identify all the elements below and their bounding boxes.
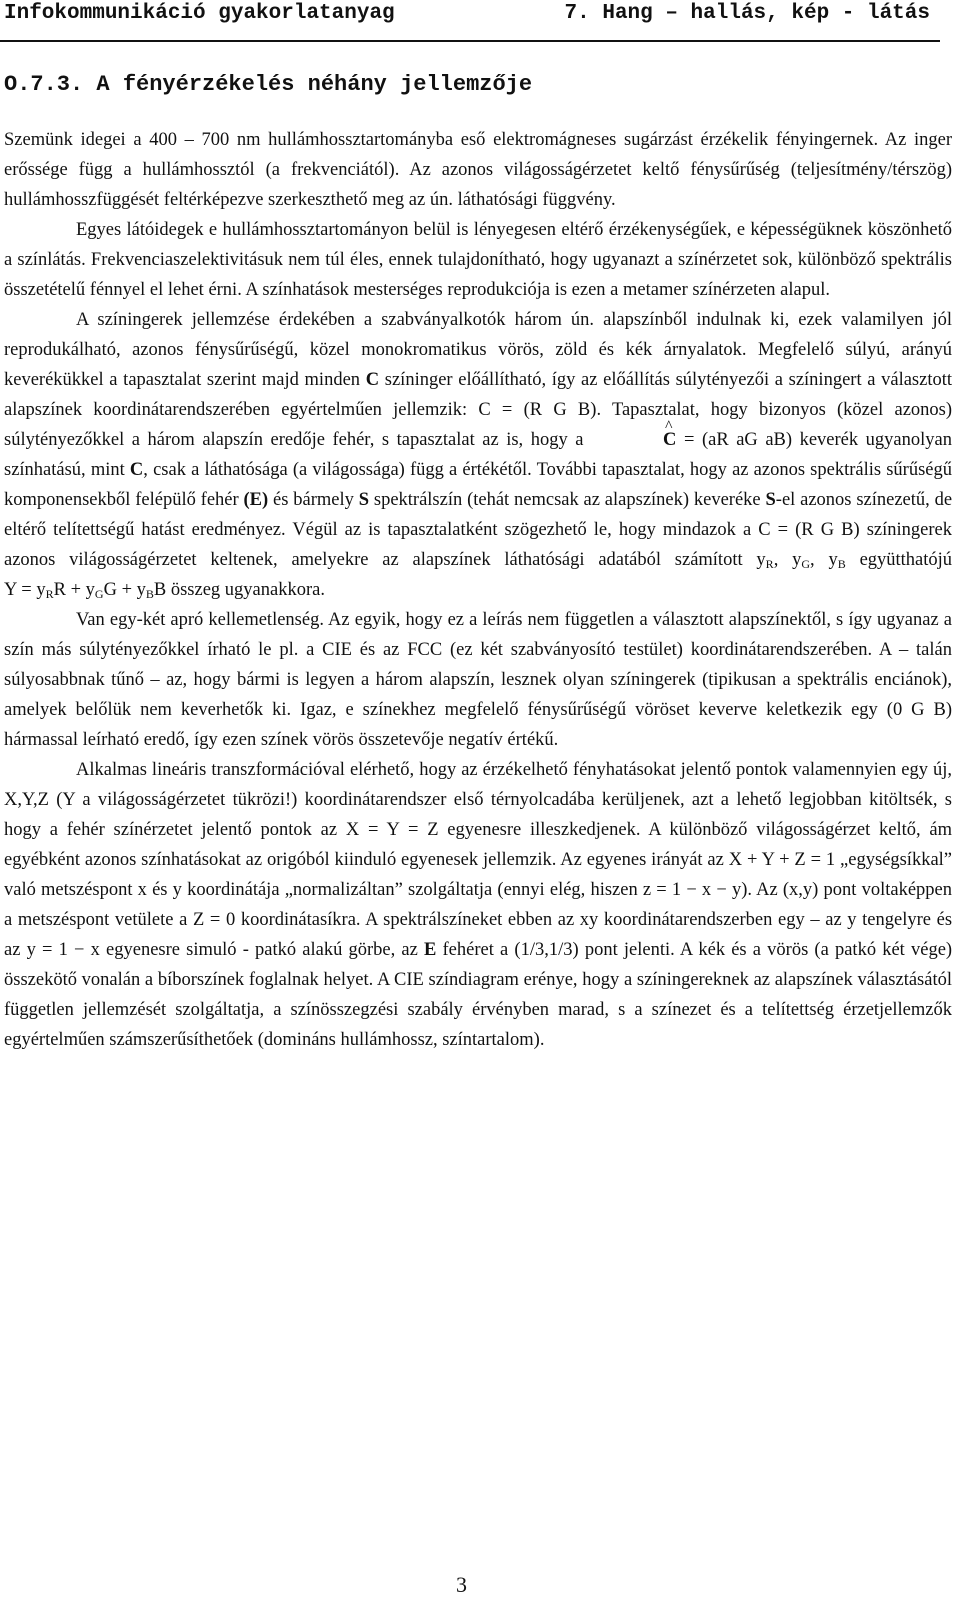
eq-y: Y = y xyxy=(4,580,46,600)
paragraph-5-text-h: fehéret a xyxy=(442,940,509,960)
coef-sep-1: , xyxy=(773,550,793,570)
paragraph-5 xyxy=(4,755,952,1055)
formula-white-point: (1/3,1/3) xyxy=(514,940,579,960)
formula-c-rgb-second: C = (R G B) xyxy=(758,520,860,540)
paragraph-3-text-h: -el azonos színezetű, de eltérő telítettségű hatást eredményez. Végül az is tapasztalatként szögezhető le, hogy mindazok a xyxy=(4,490,953,540)
paragraph-5-text-b: egyenesre illeszkedjenek. A különböző világosságérzet keltő, ám egyébként azonos színhatásokat az origóból kiinduló egyenesek jellemzik. Az egyenes irányát az xyxy=(4,820,953,870)
formula-0gb: (0 G B) xyxy=(886,700,952,720)
header-chapter-title: 7. Hang – hallás, kép - látás xyxy=(564,2,930,25)
formula-unit-plane: X + Y + Z = 1 xyxy=(728,850,836,870)
coef-yr: y xyxy=(756,550,766,570)
page-number: 3 xyxy=(456,1572,467,1597)
coef-yg-sub: G xyxy=(801,557,811,571)
eq-r-sub: R xyxy=(45,587,54,601)
paragraph-5-text-a: Alkalmas lineáris transzformációval elérhető, hogy az érzékelhető fényhatásokat jelentő pontok valamennyien egy új, X,Y,Z (Y a világosságérzetet tükrözi!) koordinátarendszer első térnyolcadába kerüljenek, azt a lehető legjobban kitöltsék, s hogy a fehér színérzetet jelentő pontok az xyxy=(4,760,952,840)
coef-sep-2: , xyxy=(810,550,829,570)
symbol-c-hat: ^ C xyxy=(591,425,676,455)
symbol-c-second: C xyxy=(129,460,144,480)
formula-x-y-z-equal: X = Y = Z xyxy=(345,820,439,840)
header-rule xyxy=(0,40,940,42)
formula-c-hat xyxy=(591,430,792,450)
paragraph-2-text: Egyes látóidegek e hullámhossztartományon belül is lényegesen eltérő érzékenységűek, e képességüknek köszönhető a színlátás. Frekvenciaszelektivitásuk nem túl éles, ennek tulajdonítható, hogy ugyanazt a színérzetet sok, különböző spektrális összetételű fénnyel el lehet érni. A színhatások mesterséges reprodukciója is ezen a metamer színérzeten alapul. xyxy=(4,220,952,300)
formula-xy-point: (x,y) xyxy=(782,880,819,900)
formula-c-hat-rest: = (aR aG aB) xyxy=(676,430,793,450)
paragraph-5-text-g: egyenesre simuló - patkó alakú görbe, az xyxy=(106,940,418,960)
symbol-c: C xyxy=(365,370,380,390)
paragraph-4-text-b: hármassal leírható eredő, így ezen színek vörös összetevője negatív értékű. xyxy=(4,730,559,750)
paragraph-3-text-e: , csak a láthatósága (a világossága) függ a értékétől. További tapasztalat, hogy az azonos spektrális sűrűségű komponensekből felépülő fehér xyxy=(4,460,952,510)
symbol-e-white-point: E xyxy=(424,940,437,960)
paragraph-5-text-c: „egységsíkkal” való metszéspont x és y koordinátája „normalizáltan” szolgáltatja (ennyi elég, hiszen xyxy=(4,850,953,900)
paragraph-5-text-e: pont voltaképpen a metszéspont vetülete a xyxy=(4,880,952,930)
paragraph-5-text-f: koordinátasíkra. A spektrálszíneket ebben az xy koordinátarendszerben egy – az y tengelyre és az xyxy=(4,910,953,960)
eq-mid-1: R + y xyxy=(53,580,95,600)
header-course-title: Infokommunikáció gyakorlatanyag xyxy=(4,2,395,25)
coef-yb-sub: B xyxy=(837,557,846,571)
paragraph-4-text-a: Van egy-két apró kellemetlenség. Az egyik, hogy ez a leírás nem független a választott alapszínektől, s így ugyanaz a szín más súlytényezőkkel írható le pl. a CIE és az FCC (ez két szabványosító testület) koordinátarendszerében. A – talán súlyosabbnak tűnő – az, hogy bármi is legyen a három alapszín, lesznek olyan színingerek (tipikusan a spektrális enciánok), amelyek belőlük nem keverhetők ki. Igaz, e színekhez megfelelő fénysűrűségű vöröset keverve keletkezik egy xyxy=(4,610,952,720)
formula-z-zero: Z = 0 xyxy=(192,910,236,930)
paragraph-3-text-g: spektrálszín (tehát nemcsak az alapszínek) keveréke xyxy=(373,490,761,510)
symbol-s: S xyxy=(358,490,370,510)
paragraph-3-text-a: A színingerek jellemzése érdekében a szabványalkotók három ún. alapszínből indulnak ki, ezek valamilyen jól reprodukálható, azonos fénysűrűségű, közel monokromatikus vörös, zöld és kék árnyalatok. Megfelelő súlyú, arányú keverékükkel a tapasztalat szerint majd minden xyxy=(4,310,952,390)
paragraph-3-text-d: keverék ugyanolyan színhatású, mint xyxy=(4,430,952,480)
eq-g-sub: G xyxy=(94,587,104,601)
paragraph-3-text-j: együtthatójú xyxy=(859,550,953,570)
paragraph-3-text-b: színinger előállítható, így az előállítás súlytényezői a színingert a választott alapszínek koordinátarendszerében egyértelműen jellemzik: xyxy=(4,370,953,420)
main-content xyxy=(4,125,952,1055)
paragraph-4 xyxy=(4,605,952,755)
formula-c-rgb: C = (R G B) xyxy=(478,400,597,420)
formula-visibility-coefficients xyxy=(756,550,845,570)
coef-yr-sub: R xyxy=(765,557,774,571)
paragraph-3-text-k: összeg ugyanakkora. xyxy=(170,580,325,600)
symbol-s-second: S xyxy=(765,490,776,510)
section-title: O.7.3. A fényérzékelés néhány jellemzője xyxy=(4,72,533,97)
eq-end: B xyxy=(153,580,167,600)
paragraph-5-text-d: ). Az xyxy=(741,880,778,900)
formula-luminance-sum xyxy=(4,580,166,600)
paragraph-3 xyxy=(4,305,952,605)
paragraph-2 xyxy=(4,215,952,305)
paragraph-1 xyxy=(4,125,952,215)
paragraph-5-text-i: pont jelenti. A kék és a vörös (a patkó két vége) összekötő vonalán a bíborszínek foglalnak helyet. A CIE színdiagram erénye, hogy a színingereknek az alapszínek választásától független jellemzését szolgáltatja, a színösszegzési szabály érvényben marad, s a színezet és a telítettség érzetjellemzők egyértelműen számszerűsíthetőek (domináns hullámhossz, színtartalom). xyxy=(4,940,953,1050)
eq-mid-2: G + y xyxy=(103,580,146,600)
coef-yg: y xyxy=(792,550,802,570)
formula-y-line: y = 1 − x xyxy=(26,940,100,960)
paragraph-1-text: Szemünk idegei a 400 – 700 nm hullámhossztartományba eső elektromágneses sugárzást érzékelik fényingernek. Az inger erőssége függ a hullámhossztól (a frekvenciától). Az azonos világosságérzetet keltő fénysűrűség (teljesítmény/térszög) hullámhosszfüggését feltérképezve szerkeszthető meg az ún. láthatósági függvény. xyxy=(4,130,952,210)
symbol-e-white: (E) xyxy=(243,490,269,510)
page-header xyxy=(0,0,960,50)
coef-yb: y xyxy=(828,550,838,570)
formula-z-normalized: z = 1 − x − y xyxy=(642,880,742,900)
paragraph-3-text-c: . Tapasztalat, hogy bizonyos (közel azonos) súlytényezőkkel a három alapszín eredője fehér, s tapasztalat az is, hogy a xyxy=(4,400,953,450)
paragraph-3-text-f: és bármely xyxy=(273,490,354,510)
eq-b-sub: B xyxy=(145,587,154,601)
paragraph-3-text-i: színingerek azonos világosságérzetet keltenek, amelyekre az alapszínek láthatósági adatából számított xyxy=(4,520,953,570)
